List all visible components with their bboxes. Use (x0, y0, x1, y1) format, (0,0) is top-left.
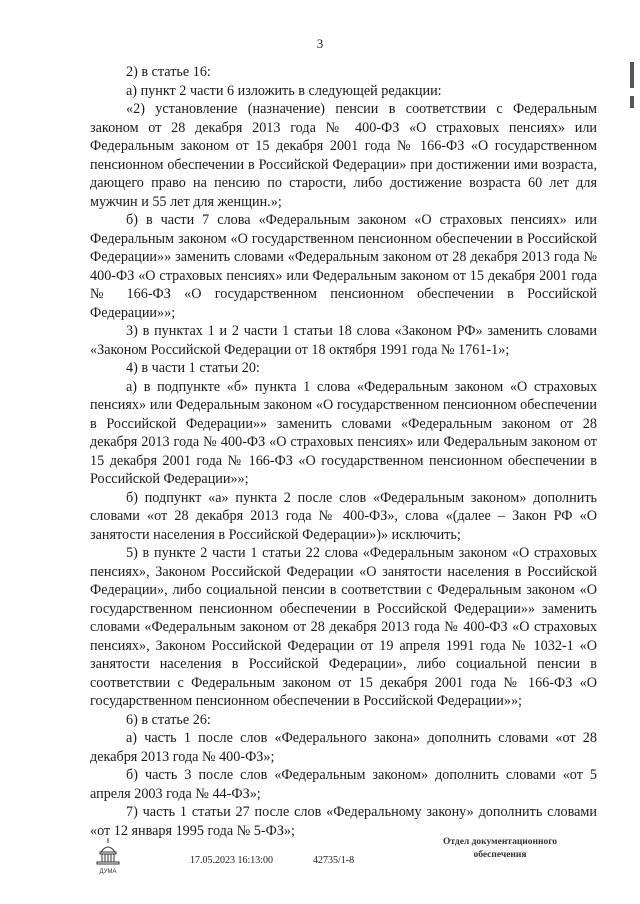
paragraph: б) подпункт «а» пункта 2 после слов «Федеральным законом» дополнить словами «от 28 декабря 2013 года № 400-ФЗ», слова «(далее – Закон РФ «О занятости населения в Российской Федерации»)» исключить; (90, 489, 597, 543)
paragraph: 4) в части 1 статьи 20: (126, 360, 260, 376)
paragraph: а) часть 1 после слов «Федерального закона» дополнить словами «от 28 декабря 2013 года № 400-ФЗ»; (90, 730, 597, 765)
department-label: Отдел документационного обеспечения (442, 837, 558, 860)
paragraph: 3) в пунктах 1 и 2 части 1 статьи 18 слова «Законом РФ» заменить словами «Законом Российской Федерации от 18 октября 1991 года № 1761-1»; (90, 323, 597, 358)
paragraph: «2) установление (назначение) пенсии в соответствии с Федеральным законом от 28 декабря 2013 года № 400-ФЗ «О страховых пенсиях» или Федеральным законом от 15 декабря 2001 года № 166-ФЗ «О государственном пенсионном обеспечении в Российской Федерации» при достижении ими возраста, дающего право на пенсию по старости, либо достижение возраста 60 лет для мужчин и 55 лет для женщин.»; (90, 101, 597, 210)
paragraph: 5) в пункте 2 части 1 статьи 22 слова «Федеральным законом «О страховых пенсиях», Законом Российской Федерации «О занятости населения в Российской Федерации», либо социальной пенсии в соответствии с Федеральным законом «О государственном пенсионном обеспечении в Российской Федерации»» заменить словами «Федеральным законом от 28 декабря 2013 года № 400-ФЗ «О страховых пенсиях», Законом Российской Федерации от 19 апреля 1991 года № 1032-1 «О занятости населения в Российской Федерации», либо социальной пенсии в соответствии с Федеральным законом от 15 декабря 2001 года № 166-ФЗ «О государственном пенсионном обеспечении в Российской Федерации»»; (90, 545, 597, 709)
document-code: 42735/1-8 (313, 855, 355, 866)
paragraph: 7) часть 1 статьи 27 после слов «Федеральному закону» дополнить словами «от 12 января 1995 года № 5-ФЗ»; (90, 804, 597, 839)
paragraph: б) в части 7 слова «Федеральным законом «О страховых пенсиях» или Федеральным законом «О государственном пенсионном обеспечении в Российской Федерации»» заменить словами «Федеральным законом от 28 декабря 2013 года № 400-ФЗ «О страховых пенсиях» или Федеральным законом от 15 декабря 2001 года № 166-ФЗ «О государственном пенсионном обеспечении в Российской Федерации»»; (90, 212, 597, 321)
duma-logo-icon (92, 836, 124, 876)
page-number: 3 (316, 36, 324, 51)
paragraph: б) часть 3 после слов «Федеральным законом» дополнить словами «от 5 апреля 2003 года № 44-ФЗ»; (90, 767, 597, 802)
paragraph: 6) в статье 26: (126, 711, 211, 728)
paragraph: а) пункт 2 части 6 изложить в следующей редакции: (126, 82, 442, 99)
timestamp: 17.05.2023 16:13:00 (190, 855, 274, 866)
logo-text: ДУМА (99, 869, 117, 875)
document-body (90, 63, 597, 840)
scan-edge-mark (630, 62, 634, 88)
paragraph: а) в подпункте «б» пункта 1 слова «Федеральным законом «О страховых пенсиях» или Федеральным законом «О государственном пенсионном обеспечении в Российской Федерации»» заменить словами «Федеральным законом от 28 декабря 2013 года № 400-ФЗ «О страховых пенсиях» или Федеральным законом от 15 декабря 2001 года № 166-ФЗ «О государственном пенсионном обеспечении в Российской Федерации»»; (90, 378, 597, 487)
scan-edge-mark (630, 96, 634, 108)
paragraph: 2) в статье 16: (126, 64, 211, 80)
page-footer (0, 828, 640, 888)
